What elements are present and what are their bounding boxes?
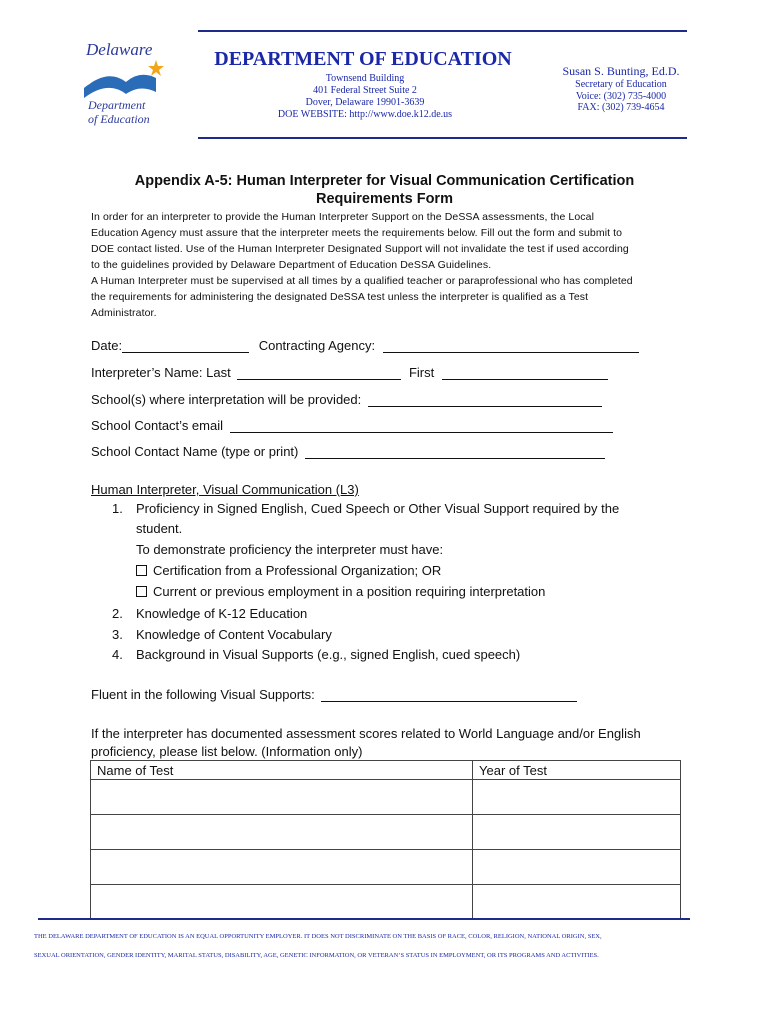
table-row bbox=[91, 780, 681, 815]
intro-paragraph: In order for an interpreter to provide the Human Interpreter Support on the DeSSA assessments, the Local Education Agency must assure that the interpreter meets the requirements below. Fill out the form and submit to DOE contact listed. Use of the Human Interpreter Designated Support will not invalidate the test if used according to the guidelines provided by Delaware Department of Education DeSSA Guidelines. A Human Interpreter must be supervised at all times by a qualified teacher or paraprofessional who has completed the requirements for administering the designated DeSSA test unless the interpreter is qualified as a Test Administrator. bbox=[91, 211, 633, 319]
address-building: Townsend Building bbox=[325, 73, 405, 84]
school-label: School(s) where interpretation will be provided: bbox=[91, 392, 362, 407]
delaware-doe-logo bbox=[78, 40, 168, 128]
date-field[interactable] bbox=[122, 338, 249, 353]
certification-checkbox[interactable] bbox=[136, 565, 147, 576]
footer-statement: THE DELAWARE DEPARTMENT OF EDUCATION IS AN EQUAL OPPORTUNITY EMPLOYER. IT DOES NOT DISCRIMINATE ON THE BASIS OF RACE, COLOR, RELIGION, NATIONAL ORIGIN, SEX, SEXUAL ORIENTATION, GENDER IDENTITY, MARITAL STATUS, DISABILITY, AGE, GENETIC INFORMATION, OR VETERAN’S STATUS IN EMPLOYMENT, OR ITS PROGRAMS AND ACTIVITIES. bbox=[34, 933, 602, 959]
item-4: Background in Visual Supports (e.g., signed English, cued speech) bbox=[136, 647, 521, 662]
item-1-line-1: Proficiency in Signed English, Cued Speech or Other Visual Support required by the bbox=[136, 501, 620, 516]
school-field[interactable] bbox=[368, 392, 602, 407]
secretary-voice: Voice: (302) 735-4000 bbox=[575, 91, 667, 102]
date-agency-row bbox=[91, 338, 639, 353]
item-number-1: 1. bbox=[112, 501, 123, 516]
doe-website-link[interactable]: DOE WEBSITE: http://www.doe.k12.de.us bbox=[277, 109, 453, 120]
option-employment: Current or previous employment in a position requiring interpretation bbox=[136, 584, 545, 599]
item-1-line-2: student. bbox=[136, 521, 183, 536]
option-certification: Certification from a Professional Organization; OR bbox=[136, 563, 441, 578]
test-year-cell[interactable] bbox=[473, 780, 681, 815]
interpreter-last-field[interactable] bbox=[237, 365, 401, 380]
logo-book-icon bbox=[78, 58, 168, 100]
agency-label: Contracting Agency: bbox=[258, 338, 376, 353]
form-title: Appendix A-5: Human Interpreter for Visual Communication Certification Requirements Form bbox=[134, 173, 635, 207]
table-row bbox=[91, 815, 681, 850]
item-number-3: 3. bbox=[112, 627, 123, 642]
scores-paragraph: If the interpreter has documented assessment scores related to World Language and/or English proficiency, please list below. (Information only) bbox=[91, 726, 641, 759]
test-name-cell[interactable] bbox=[91, 780, 473, 815]
col-name-of-test: Name of Test bbox=[91, 761, 473, 780]
secretary-fax: FAX: (302) 739-4654 bbox=[577, 102, 665, 113]
test-name-cell[interactable] bbox=[91, 850, 473, 885]
contact-email-row bbox=[91, 418, 613, 433]
contact-email-label: School Contact’s email bbox=[91, 418, 223, 433]
interpreter-last-label: Interpreter’s Name: Last bbox=[91, 365, 231, 380]
contact-email-field[interactable] bbox=[230, 418, 613, 433]
secretary-role: Secretary of Education bbox=[575, 79, 667, 90]
test-year-cell[interactable] bbox=[473, 815, 681, 850]
item-number-2: 2. bbox=[112, 606, 123, 621]
header-bottom-rule bbox=[198, 137, 687, 139]
header-top-rule bbox=[198, 30, 687, 32]
test-name-cell[interactable] bbox=[91, 885, 473, 920]
item-3: Knowledge of Content Vocabulary bbox=[136, 627, 332, 642]
contact-name-row bbox=[91, 444, 605, 459]
logo-text-delaware: Delaware bbox=[86, 40, 153, 59]
contact-name-field[interactable] bbox=[305, 444, 605, 459]
interpreter-first-label: First bbox=[408, 365, 435, 380]
school-row bbox=[91, 392, 602, 407]
item-number-4: 4. bbox=[112, 647, 123, 662]
test-name-cell[interactable] bbox=[91, 815, 473, 850]
table-row bbox=[91, 850, 681, 885]
interpreter-name-row bbox=[91, 365, 608, 380]
footer-rule bbox=[38, 918, 690, 920]
fluent-label: Fluent in the following Visual Supports: bbox=[91, 687, 315, 702]
contact-name-label: School Contact Name (type or print) bbox=[91, 444, 299, 459]
secretary-name: Susan S. Bunting, Ed.D. bbox=[562, 64, 680, 78]
item-2: Knowledge of K-12 Education bbox=[136, 606, 308, 621]
test-year-cell[interactable] bbox=[473, 850, 681, 885]
section-heading: Human Interpreter, Visual Communication (L3) bbox=[91, 482, 359, 497]
contracting-agency-field[interactable] bbox=[383, 338, 639, 353]
fluent-field[interactable] bbox=[321, 687, 577, 702]
col-year-of-test: Year of Test bbox=[473, 761, 681, 780]
date-label: Date: bbox=[91, 338, 123, 353]
address-city: Dover, Delaware 19901-3639 bbox=[305, 97, 425, 108]
interpreter-first-field[interactable] bbox=[442, 365, 608, 380]
address-street: 401 Federal Street Suite 2 bbox=[313, 85, 417, 96]
test-year-cell[interactable] bbox=[473, 885, 681, 920]
employment-checkbox[interactable] bbox=[136, 586, 147, 597]
department-title: DEPARTMENT OF EDUCATION bbox=[214, 48, 512, 70]
table-row bbox=[91, 885, 681, 920]
table-header-row bbox=[91, 761, 681, 780]
fluent-row bbox=[91, 687, 577, 702]
item-1-line-3: To demonstrate proficiency the interpreter must have: bbox=[136, 542, 444, 557]
test-scores-table bbox=[90, 760, 681, 920]
logo-text-department: Department of Education bbox=[88, 98, 150, 126]
